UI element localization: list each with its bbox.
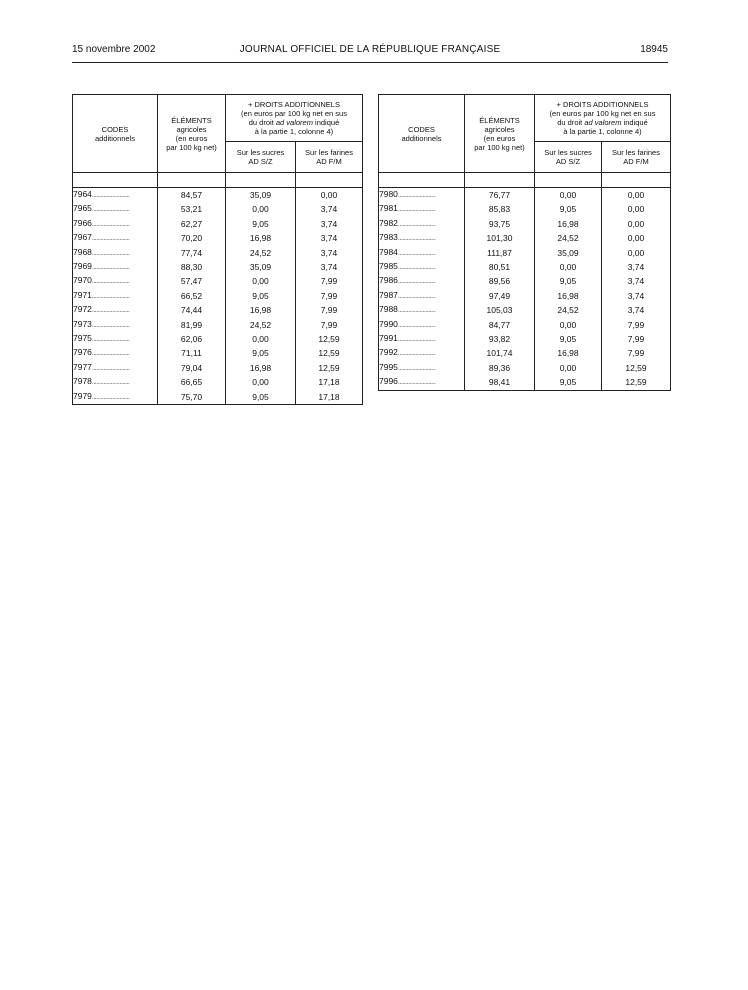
farines-cell: 3,74 — [296, 202, 363, 216]
leader-dots: .......................... — [397, 192, 436, 199]
farines-cell: 3,74 — [602, 274, 671, 288]
leader-dots: .......................... — [91, 249, 130, 257]
code-cell: 7985.......................... — [379, 260, 465, 274]
elements-cell: 66,65 — [158, 375, 226, 389]
header-page-number: 18945 — [640, 44, 668, 55]
leader-dots: .......................... — [91, 364, 130, 372]
sucres-cell: 9,05 — [226, 346, 296, 360]
elements-cell: 75,70 — [158, 390, 226, 405]
farines-cell: 7,99 — [296, 289, 363, 303]
leader-dots: .......................... — [397, 336, 436, 344]
elements-cell: 62,27 — [158, 217, 226, 231]
table-row — [73, 332, 363, 346]
sucres-cell: 16,98 — [226, 303, 296, 317]
elements-cell: 79,04 — [158, 361, 226, 375]
farines-cell: 17,18 — [296, 390, 363, 405]
table-row — [73, 390, 363, 405]
leader-dots: .......................... — [91, 220, 130, 228]
sucres-cell: 9,05 — [226, 390, 296, 405]
farines-cell: 0,00 — [296, 188, 363, 203]
code-cell: 7992.......................... — [379, 346, 465, 360]
table-row — [73, 346, 363, 360]
elements-cell: 97,49 — [465, 289, 535, 303]
sucres-cell: 24,52 — [226, 318, 296, 332]
code-cell: 7988.......................... — [379, 303, 465, 317]
sucres-cell: 0,00 — [535, 260, 602, 274]
tariff-table-right — [378, 94, 671, 391]
code-cell: 7966.......................... — [73, 217, 158, 231]
code-cell: 7978.......................... — [73, 375, 158, 389]
elements-cell: 74,44 — [158, 303, 226, 317]
elements-cell: 89,56 — [465, 274, 535, 288]
elements-cell: 88,30 — [158, 260, 226, 274]
elements-cell: 57,47 — [158, 274, 226, 288]
farines-cell: 3,74 — [296, 260, 363, 274]
code-cell: 7980.......................... — [379, 188, 465, 203]
leader-dots: .......................... — [91, 336, 130, 344]
table-row — [379, 260, 671, 274]
leader-dots: .......................... — [397, 321, 436, 329]
sucres-cell: 0,00 — [226, 202, 296, 216]
sucres-cell: 35,09 — [226, 188, 296, 203]
leader-dots: .......................... — [397, 235, 436, 243]
farines-cell: 0,00 — [602, 188, 671, 203]
sucres-cell: 9,05 — [535, 375, 602, 390]
elements-cell: 62,06 — [158, 332, 226, 346]
code-cell: 7996.......................... — [379, 375, 465, 390]
table-row — [379, 246, 671, 260]
code-cell: 7982.......................... — [379, 217, 465, 231]
table-row — [73, 188, 363, 203]
sucres-cell: 24,52 — [226, 246, 296, 260]
elements-cell: 101,74 — [465, 346, 535, 360]
leader-dots: .......................... — [91, 393, 130, 401]
leader-dots: .......................... — [91, 264, 130, 272]
farines-cell: 0,00 — [602, 217, 671, 231]
table-row — [379, 303, 671, 317]
sucres-cell: 9,05 — [535, 332, 602, 346]
code-cell: 7965.......................... — [73, 202, 158, 216]
table-row — [379, 332, 671, 346]
column-header-farines: Sur les farines AD F/M — [296, 142, 363, 173]
farines-cell: 17,18 — [296, 375, 363, 389]
header-date: 15 novembre 2002 — [72, 44, 156, 55]
farines-cell: 7,99 — [296, 318, 363, 332]
sucres-cell: 16,98 — [226, 361, 296, 375]
farines-cell: 0,00 — [602, 246, 671, 260]
column-header-droits-additionnels: + DROITS ADDITIONNELS (en euros par 100 kg net en sus du droit ad valorem indiqué à la partie 1, colonne 4) — [535, 95, 671, 142]
code-cell: 7975.......................... — [73, 332, 158, 346]
sucres-cell: 0,00 — [226, 274, 296, 288]
leader-dots: .......................... — [91, 278, 130, 286]
farines-cell: 0,00 — [602, 202, 671, 216]
leader-dots: .......................... — [91, 292, 130, 300]
leader-dots: .......................... — [91, 206, 130, 214]
table-row — [73, 217, 363, 231]
leader-dots: .......................... — [397, 379, 436, 387]
elements-cell: 93,75 — [465, 217, 535, 231]
column-header-elements: ÉLÉMENTS agricoles (en euros par 100 kg net) — [465, 95, 535, 173]
elements-cell: 53,21 — [158, 202, 226, 216]
code-cell: 7976.......................... — [73, 346, 158, 360]
table-row — [73, 274, 363, 288]
sucres-cell: 9,05 — [226, 289, 296, 303]
farines-cell: 3,74 — [296, 231, 363, 245]
table-row — [73, 318, 363, 332]
elements-cell: 81,99 — [158, 318, 226, 332]
leader-dots: .......................... — [397, 220, 436, 228]
elements-cell: 77,74 — [158, 246, 226, 260]
code-cell: 7983.......................... — [379, 231, 465, 245]
code-cell: 7995.......................... — [379, 361, 465, 375]
farines-cell: 7,99 — [296, 274, 363, 288]
code-cell: 7970.......................... — [73, 274, 158, 288]
table-row — [73, 202, 363, 216]
table-row — [379, 217, 671, 231]
table-row — [73, 246, 363, 260]
sucres-cell: 16,98 — [226, 231, 296, 245]
farines-cell: 0,00 — [602, 231, 671, 245]
sucres-cell: 16,98 — [535, 289, 602, 303]
elements-cell: 84,77 — [465, 318, 535, 332]
header-rule — [72, 62, 668, 63]
column-header-codes: CODES additionnels — [379, 95, 465, 173]
leader-dots: .......................... — [397, 307, 436, 315]
elements-cell: 84,57 — [158, 188, 226, 203]
farines-cell: 3,74 — [296, 217, 363, 231]
page-header — [72, 44, 668, 58]
elements-cell: 80,51 — [465, 260, 535, 274]
farines-cell: 7,99 — [602, 318, 671, 332]
farines-cell: 3,74 — [602, 303, 671, 317]
column-header-sucres: Sur les sucres AD S/Z — [226, 142, 296, 173]
sucres-cell: 0,00 — [535, 318, 602, 332]
code-cell: 7991.......................... — [379, 332, 465, 346]
leader-dots: .......................... — [91, 235, 130, 243]
table-row — [73, 303, 363, 317]
elements-cell: 70,20 — [158, 231, 226, 245]
code-cell: 7979.......................... — [73, 390, 158, 405]
table-body-right — [379, 188, 671, 391]
elements-cell: 76,77 — [465, 188, 535, 203]
table-body-left — [73, 188, 363, 405]
leader-dots: .......................... — [397, 350, 436, 358]
leader-dots: .......................... — [91, 350, 130, 358]
code-cell: 7990.......................... — [379, 318, 465, 332]
table-row — [73, 361, 363, 375]
code-cell: 7964.......................... — [73, 188, 158, 203]
leader-dots: .......................... — [91, 192, 130, 199]
leader-dots: .......................... — [397, 364, 436, 372]
code-cell: 7984.......................... — [379, 246, 465, 260]
table-row — [73, 231, 363, 245]
table-row — [379, 202, 671, 216]
code-cell: 7987.......................... — [379, 289, 465, 303]
sucres-cell: 9,05 — [226, 217, 296, 231]
code-cell: 7977.......................... — [73, 361, 158, 375]
leader-dots: .......................... — [91, 307, 130, 315]
code-cell: 7968.......................... — [73, 246, 158, 260]
leader-dots: .......................... — [397, 292, 436, 300]
farines-cell: 7,99 — [296, 303, 363, 317]
code-cell: 7967.......................... — [73, 231, 158, 245]
farines-cell: 3,74 — [602, 260, 671, 274]
column-header-elements: ÉLÉMENTS agricoles (en euros par 100 kg net) — [158, 95, 226, 173]
column-header-codes: CODES additionnels — [73, 95, 158, 173]
table-row — [379, 274, 671, 288]
elements-cell: 71,11 — [158, 346, 226, 360]
farines-cell: 7,99 — [602, 346, 671, 360]
elements-cell: 101,30 — [465, 231, 535, 245]
farines-cell: 7,99 — [602, 332, 671, 346]
code-cell: 7969.......................... — [73, 260, 158, 274]
sucres-cell: 35,09 — [226, 260, 296, 274]
table-row — [379, 231, 671, 245]
farines-cell: 12,59 — [296, 361, 363, 375]
sucres-cell: 0,00 — [226, 332, 296, 346]
leader-dots: .......................... — [91, 379, 130, 387]
header-title: JOURNAL OFFICIEL DE LA RÉPUBLIQUE FRANÇAISE — [239, 44, 501, 55]
elements-cell: 105,03 — [465, 303, 535, 317]
leader-dots: .......................... — [397, 249, 436, 257]
table-row — [379, 361, 671, 375]
table-row — [379, 375, 671, 390]
table-row — [379, 318, 671, 332]
elements-cell: 66,52 — [158, 289, 226, 303]
sucres-cell: 24,52 — [535, 231, 602, 245]
leader-dots: .......................... — [397, 264, 436, 272]
code-cell: 7986.......................... — [379, 274, 465, 288]
table-row — [73, 375, 363, 389]
sucres-cell: 16,98 — [535, 217, 602, 231]
leader-dots: .......................... — [397, 278, 436, 286]
table-row — [73, 289, 363, 303]
sucres-cell: 35,09 — [535, 246, 602, 260]
leader-dots: .......................... — [397, 206, 436, 214]
elements-cell: 93,82 — [465, 332, 535, 346]
farines-cell: 12,59 — [602, 375, 671, 390]
code-cell: 7973.......................... — [73, 318, 158, 332]
sucres-cell: 24,52 — [535, 303, 602, 317]
column-header-farines: Sur les farines AD F/M — [602, 142, 671, 173]
column-header-sucres: Sur les sucres AD S/Z — [535, 142, 602, 173]
tariff-table-left — [72, 94, 363, 405]
farines-cell: 3,74 — [296, 246, 363, 260]
sucres-cell: 9,05 — [535, 274, 602, 288]
table-row — [379, 346, 671, 360]
code-cell: 7971.......................... — [73, 289, 158, 303]
elements-cell: 85,83 — [465, 202, 535, 216]
column-header-droits-additionnels: + DROITS ADDITIONNELS (en euros par 100 kg net en sus du droit ad valorem indiqué à la partie 1, colonne 4) — [226, 95, 363, 142]
elements-cell: 89,36 — [465, 361, 535, 375]
farines-cell: 12,59 — [296, 332, 363, 346]
farines-cell: 12,59 — [602, 361, 671, 375]
sucres-cell: 0,00 — [226, 375, 296, 389]
farines-cell: 12,59 — [296, 346, 363, 360]
sucres-cell: 16,98 — [535, 346, 602, 360]
farines-cell: 3,74 — [602, 289, 671, 303]
table-row — [73, 260, 363, 274]
code-cell: 7981.......................... — [379, 202, 465, 216]
table-row — [379, 188, 671, 203]
leader-dots: .......................... — [91, 321, 130, 329]
sucres-cell: 0,00 — [535, 188, 602, 203]
code-cell: 7972.......................... — [73, 303, 158, 317]
sucres-cell: 0,00 — [535, 361, 602, 375]
elements-cell: 111,87 — [465, 246, 535, 260]
table-row — [379, 289, 671, 303]
elements-cell: 98,41 — [465, 375, 535, 390]
sucres-cell: 9,05 — [535, 202, 602, 216]
